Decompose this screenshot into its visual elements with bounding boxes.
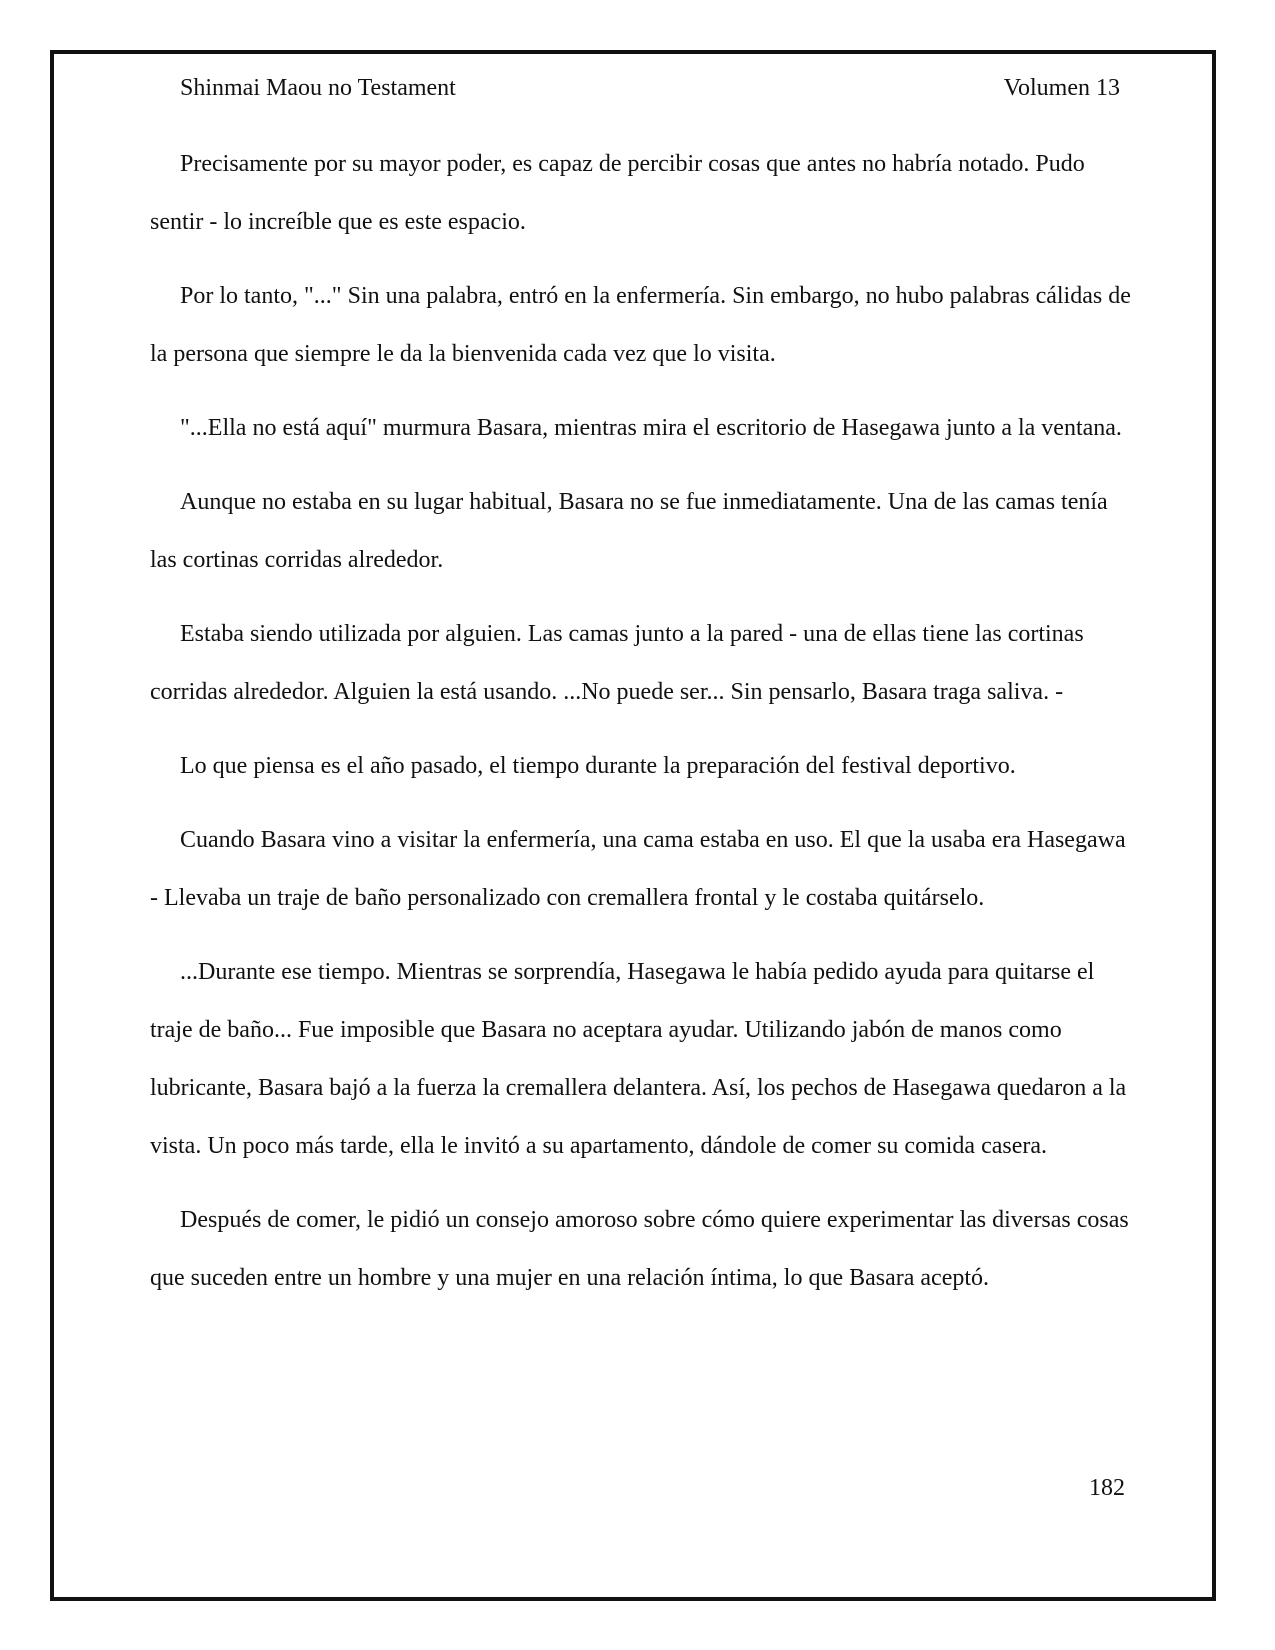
book-title: Shinmai Maou no Testament	[180, 75, 456, 101]
paragraph: Aunque no estaba en su lugar habitual, Basara no se fue inmediatamente. Una de las camas tenía las cortinas corridas alrededor.	[150, 489, 1108, 573]
paragraph: Lo que piensa es el año pasado, el tiempo durante la preparación del festival deportivo.	[180, 753, 1016, 779]
paragraph: Después de comer, le pidió un consejo amoroso sobre cómo quiere experimentar las diversas cosas que suceden entre un hombre y una mujer en una relación íntima, lo que Basara aceptó.	[150, 1207, 1129, 1291]
paragraph: ...Durante ese tiempo. Mientras se sorprendía, Hasegawa le había pedido ayuda para quitarse el traje de baño... Fue imposible que Basara no aceptara ayudar. Utilizando jabón de manos como lubricante, Basara bajó a la fuerza la cremallera delantera. Así, los pechos de Hasegawa quedaron a la vista. Un poco más tarde, ella le invitó a su apartamento, dándole de comer su comida casera.	[150, 959, 1127, 1159]
paragraph: Estaba siendo utilizada por alguien. Las camas junto a la pared - una de ellas tiene las cortinas corridas alrededor. Alguien la está usando. ...No puede ser... Sin pensarlo, Basara traga saliva. -	[150, 621, 1084, 705]
page-number: 182	[1089, 1475, 1125, 1501]
paragraph: Cuando Basara vino a visitar la enfermería, una cama estaba en uso. El que la usaba era Hasegawa - Llevaba un traje de baño personalizado con cremallera frontal y le costaba quitárselo.	[150, 827, 1126, 911]
paragraph: "...Ella no está aquí" murmura Basara, mientras mira el escritorio de Hasegawa junto a la ventana.	[180, 415, 1122, 441]
volume-label: Volumen 13	[1003, 75, 1120, 101]
page-header	[180, 70, 1120, 106]
paragraph: Precisamente por su mayor poder, es capaz de percibir cosas que antes no habría notado. Pudo sentir - lo increíble que es este espacio.	[150, 151, 1085, 235]
paragraph: Por lo tanto, "..." Sin una palabra, entró en la enfermería. Sin embargo, no hubo palabras cálidas de la persona que siempre le da la bienvenida cada vez que lo visita.	[150, 283, 1131, 367]
page-body	[150, 135, 1135, 1323]
